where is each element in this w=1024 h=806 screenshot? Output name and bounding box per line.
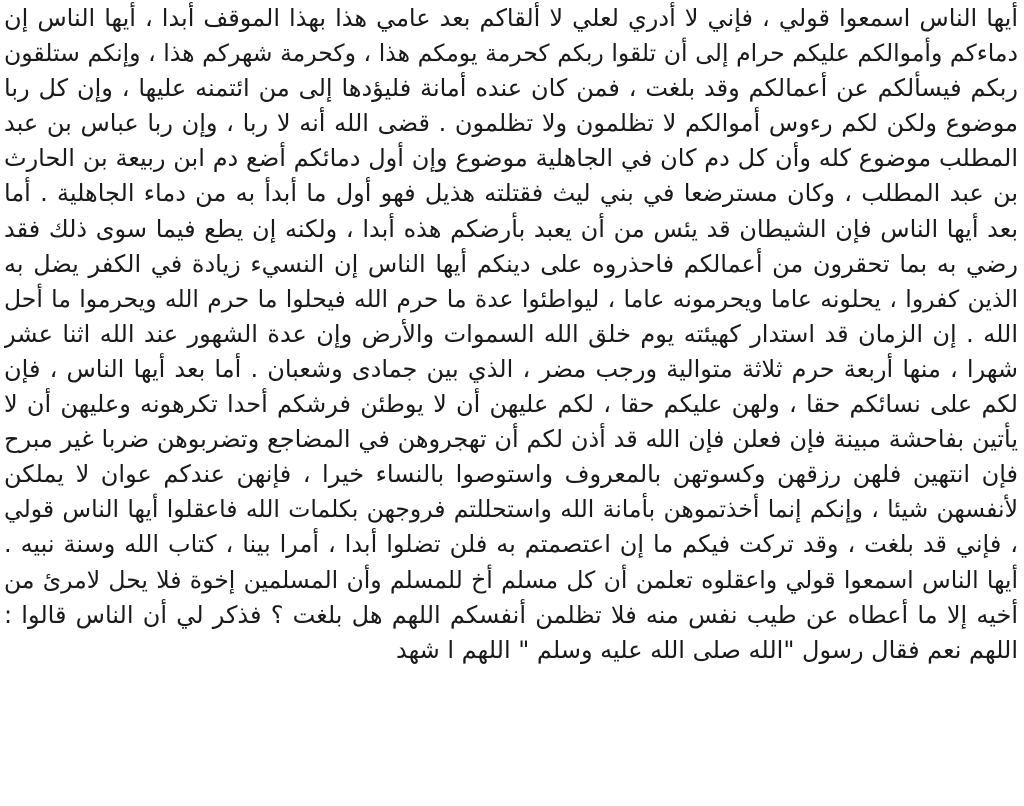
text-line-9: الذين كفروا ، يحلونه عاما ويحرمونه عاما ، ليواطئوا عدة ما حرم الله فيحلوا ما حرم الله ويحرموا ما أحل <box>4 284 1018 313</box>
text-line-3: ربكم فيسألكم عن أعمالكم وقد بلغت ، فمن كان عنده أمانة فليؤدها إلى من ائتمنه عليها ، وإن كل ربا <box>4 74 1018 103</box>
text-line-19: اللهم نعم فقال رسول "الله صلى الله عليه وسلم " اللهم ا شهد <box>395 635 1018 664</box>
text-line-2: دماءكم وأموالكم عليكم حرام إلى أن تلقوا ربكم كحرمة يومكم هذا ، وكحرمة شهركم هذا ، وإنكم ستلقون <box>4 39 1018 68</box>
text-line-16: ، فإني قد بلغت ، وقد تركت فيكم ما إن اعتصمتم به فلن تضلوا أبدا ، أمرا بينا ، كتاب الله وسنة نبيه . <box>4 530 1018 559</box>
text-line-11: شهرا ، منها أربعة حرم ثلاثة متوالية ورجب مضر ، الذي بين جمادى وشعبان . أما بعد أيها الناس ، فإن <box>4 354 1018 383</box>
text-line-14: فإن انتهين فلهن رزقهن وكسوتهن بالمعروف واستوصوا بالنساء خيرا ، فإنهن عندكم عوان لا يملكن <box>4 460 1018 489</box>
arabic-text-block <box>4 0 1018 668</box>
text-line-13: يأتين بفاحشة مبينة فإن فعلن فإن الله قد أذن لكم أن تهجروهن في المضاجع وتضربوهن ضربا غير مبرح <box>4 425 1018 454</box>
text-line-17: أيها الناس اسمعوا قولي واعقلوه تعلمن أن كل مسلم أخ للمسلم وأن المسلمين إخوة فلا يحل لامرئ من <box>4 565 1018 594</box>
text-line-10: الله . إن الزمان قد استدار كهيئته يوم خلق الله السموات والأرض وإن عدة الشهور عند الله اثنا عشر <box>4 319 1018 348</box>
text-line-15: لأنفسهن شيئا ، وإنكم إنما أخذتموهن بأمانة الله واستحللتم فروجهن بكلمات الله فاعقلوا أيها الناس قولي <box>4 495 1018 524</box>
text-line-8: رضي به بما تحقرون من أعمالكم فاحذروه على دينكم أيها الناس إن النسيء زيادة في الكفر يضل به <box>4 249 1018 278</box>
text-line-6: بن عبد المطلب ، وكان مسترضعا في بني ليث فقتلته هذيل فهو أول ما أبدأ به من دماء الجاهلية . أما <box>4 179 1018 208</box>
text-line-4: موضوع ولكن لكم رءوس أموالكم لا تظلمون ولا تظلمون . قضى الله أنه لا ربا ، وإن ربا عباس بن عبد <box>4 109 1018 138</box>
text-line-12: لكم على نسائكم حقا ، ولهن عليكم حقا ، لكم عليهن أن لا يوطئن فرشكم أحدا تكرهونه وعليهن أن لا <box>4 390 1018 419</box>
text-line-7: بعد أيها الناس فإن الشيطان قد يئس من أن يعبد بأرضكم هذه أبدا ، ولكنه إن يطع فيما سوى ذلك فقد <box>4 214 1018 243</box>
text-line-18: أخيه إلا ما أعطاه عن طيب نفس منه فلا تظلمن أنفسكم اللهم هل بلغت ؟ فذكر لي أن الناس قالوا : <box>4 600 1018 629</box>
text-line-5: المطلب موضوع كله وأن كل دم كان في الجاهلية موضوع وإن أول دمائكم أضع دم ابن ربيعة بن الحارث <box>4 144 1018 173</box>
text-line-1: أيها الناس اسمعوا قولي ، فإني لا أدري لعلي لا ألقاكم بعد عامي هذا بهذا الموقف أبدا ، أيها الناس إن <box>4 4 1018 32</box>
